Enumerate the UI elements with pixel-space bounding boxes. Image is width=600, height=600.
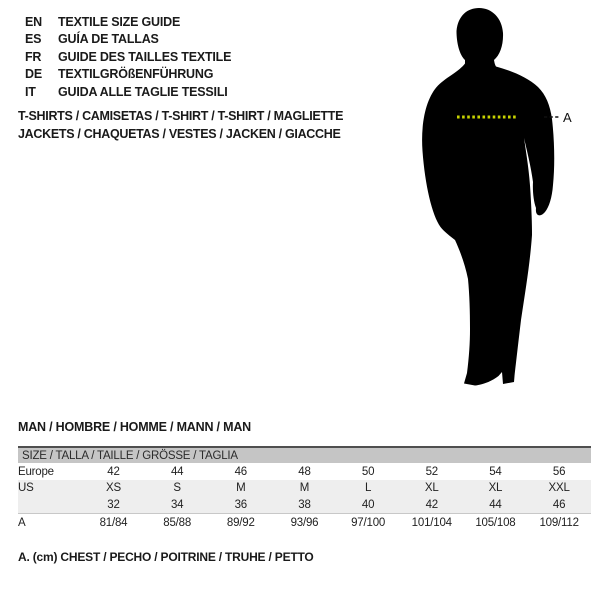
language-label: GUIDA ALLE TAGLIE TESSILI bbox=[58, 84, 228, 99]
size-cell: 44 bbox=[464, 496, 528, 514]
size-cell: 52 bbox=[425, 465, 438, 478]
language-row-en bbox=[25, 14, 231, 31]
table-row-chest-cm bbox=[18, 514, 591, 532]
size-cell: XL bbox=[400, 480, 464, 496]
size-cell: 34 bbox=[145, 496, 209, 514]
size-cell: 93/96 bbox=[290, 516, 319, 529]
language-row-fr bbox=[25, 49, 231, 66]
size-cell: L bbox=[336, 480, 400, 496]
man-silhouette-svg bbox=[415, 5, 575, 397]
section-title-man: MAN / HOMBRE / HOMME / MANN / MAN bbox=[18, 420, 251, 434]
size-cell: 85/88 bbox=[163, 516, 192, 529]
category-jackets: JACKETS / CHAQUETAS / VESTES / JACKEN / GIACCHE bbox=[18, 127, 341, 141]
row-label: US bbox=[18, 480, 82, 496]
size-cell: 56 bbox=[552, 465, 566, 478]
table-row-us bbox=[18, 480, 591, 496]
language-code: EN bbox=[25, 15, 42, 29]
size-cell: 109/112 bbox=[539, 516, 579, 529]
row-label: A bbox=[18, 516, 26, 529]
man-silhouette-figure bbox=[415, 5, 575, 397]
language-label: TEXTILE SIZE GUIDE bbox=[58, 15, 181, 29]
language-code: ES bbox=[25, 32, 42, 47]
size-cell: 40 bbox=[336, 496, 400, 514]
size-cell: 38 bbox=[273, 496, 337, 514]
language-row-de bbox=[25, 66, 231, 83]
size-cell: 46 bbox=[234, 465, 247, 478]
table-row-us-numeric bbox=[18, 496, 591, 514]
size-cell: 54 bbox=[489, 465, 502, 478]
size-cell: 46 bbox=[527, 496, 591, 514]
size-cell: 101/104 bbox=[411, 516, 452, 529]
measure-footnote: A. (cm) CHEST / PECHO / POITRINE / TRUHE / PETTO bbox=[18, 550, 314, 564]
language-list bbox=[25, 14, 231, 101]
size-cell: XS bbox=[82, 480, 146, 496]
language-row-it bbox=[25, 84, 231, 101]
size-cell: 48 bbox=[298, 465, 311, 478]
size-cell: XL bbox=[464, 480, 528, 496]
language-code: IT bbox=[25, 84, 36, 99]
size-cell: 36 bbox=[209, 496, 273, 514]
size-cell: 42 bbox=[107, 465, 120, 478]
size-cell: 42 bbox=[400, 496, 464, 514]
measure-label-a: A bbox=[563, 110, 572, 125]
size-cell: M bbox=[209, 480, 273, 496]
row-label: Europe bbox=[18, 465, 54, 478]
language-label: GUIDE DES TAILLES TEXTILE bbox=[58, 49, 232, 64]
language-code: DE bbox=[25, 67, 42, 82]
size-table-wrap bbox=[18, 446, 591, 531]
garment-categories bbox=[18, 107, 343, 143]
table-header-row bbox=[18, 447, 591, 463]
size-cell: 50 bbox=[361, 465, 375, 478]
size-cell: S bbox=[145, 480, 209, 496]
row-label bbox=[18, 496, 82, 514]
size-cell: 105/108 bbox=[475, 516, 516, 529]
language-code: FR bbox=[25, 49, 42, 64]
size-table bbox=[18, 446, 591, 531]
size-cell: 81/84 bbox=[99, 516, 128, 529]
size-cell: 44 bbox=[170, 465, 184, 478]
size-cell: 89/92 bbox=[226, 516, 255, 529]
size-cell: 32 bbox=[82, 496, 146, 514]
language-label: TEXTILGRÖßENFÜHRUNG bbox=[58, 67, 214, 82]
size-cell: 97/100 bbox=[351, 516, 386, 529]
size-cell: XXL bbox=[527, 480, 591, 496]
language-row-es bbox=[25, 31, 231, 48]
man-silhouette-shape bbox=[422, 8, 554, 386]
table-header-label: SIZE / TALLA / TAILLE / GRÖSSE / TAGLIA bbox=[18, 447, 591, 463]
language-label: GUÍA DE TALLAS bbox=[58, 32, 159, 47]
category-tshirts: T-SHIRTS / CAMISETAS / T-SHIRT / T-SHIRT / MAGLIETTE bbox=[18, 109, 344, 123]
table-row-europe bbox=[18, 463, 591, 480]
size-cell: M bbox=[273, 480, 337, 496]
